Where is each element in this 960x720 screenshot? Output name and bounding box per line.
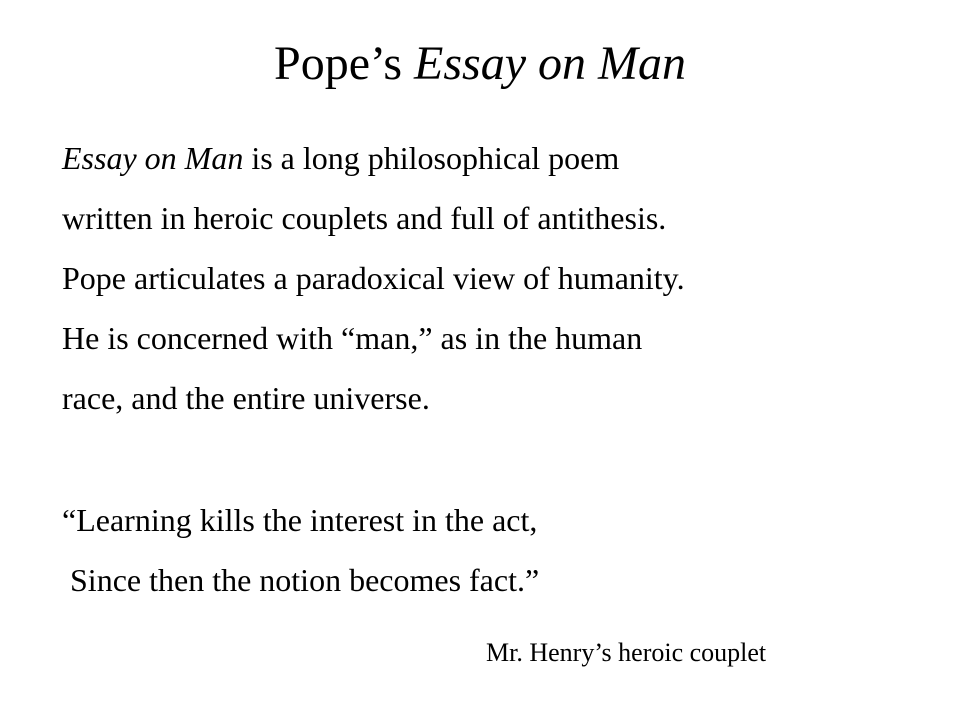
work-title-italic: Essay on Man [62,140,244,176]
title-italic-work: Essay on Man [414,37,686,90]
paragraph-line-4: He is concerned with “man,” as in the human [62,320,643,356]
title-prefix: Pope’s [274,37,415,90]
paragraph-line-5: race, and the entire universe. [62,380,430,416]
quote-line-2: Since then the notion becomes fact.” [62,562,540,598]
paragraph-line-2: written in heroic couplets and full of antithesis. [62,200,667,236]
slide-title [0,36,960,92]
paragraph-line-1-rest: is a long philosophical poem [243,140,620,176]
quote-line-1: “Learning kills the interest in the act, [62,502,538,538]
quote-attribution: Mr. Henry’s heroic couplet [486,638,767,667]
paragraph-line-3: Pope articulates a paradoxical view of humanity. [62,260,685,296]
paragraph-line-1 [62,138,619,178]
